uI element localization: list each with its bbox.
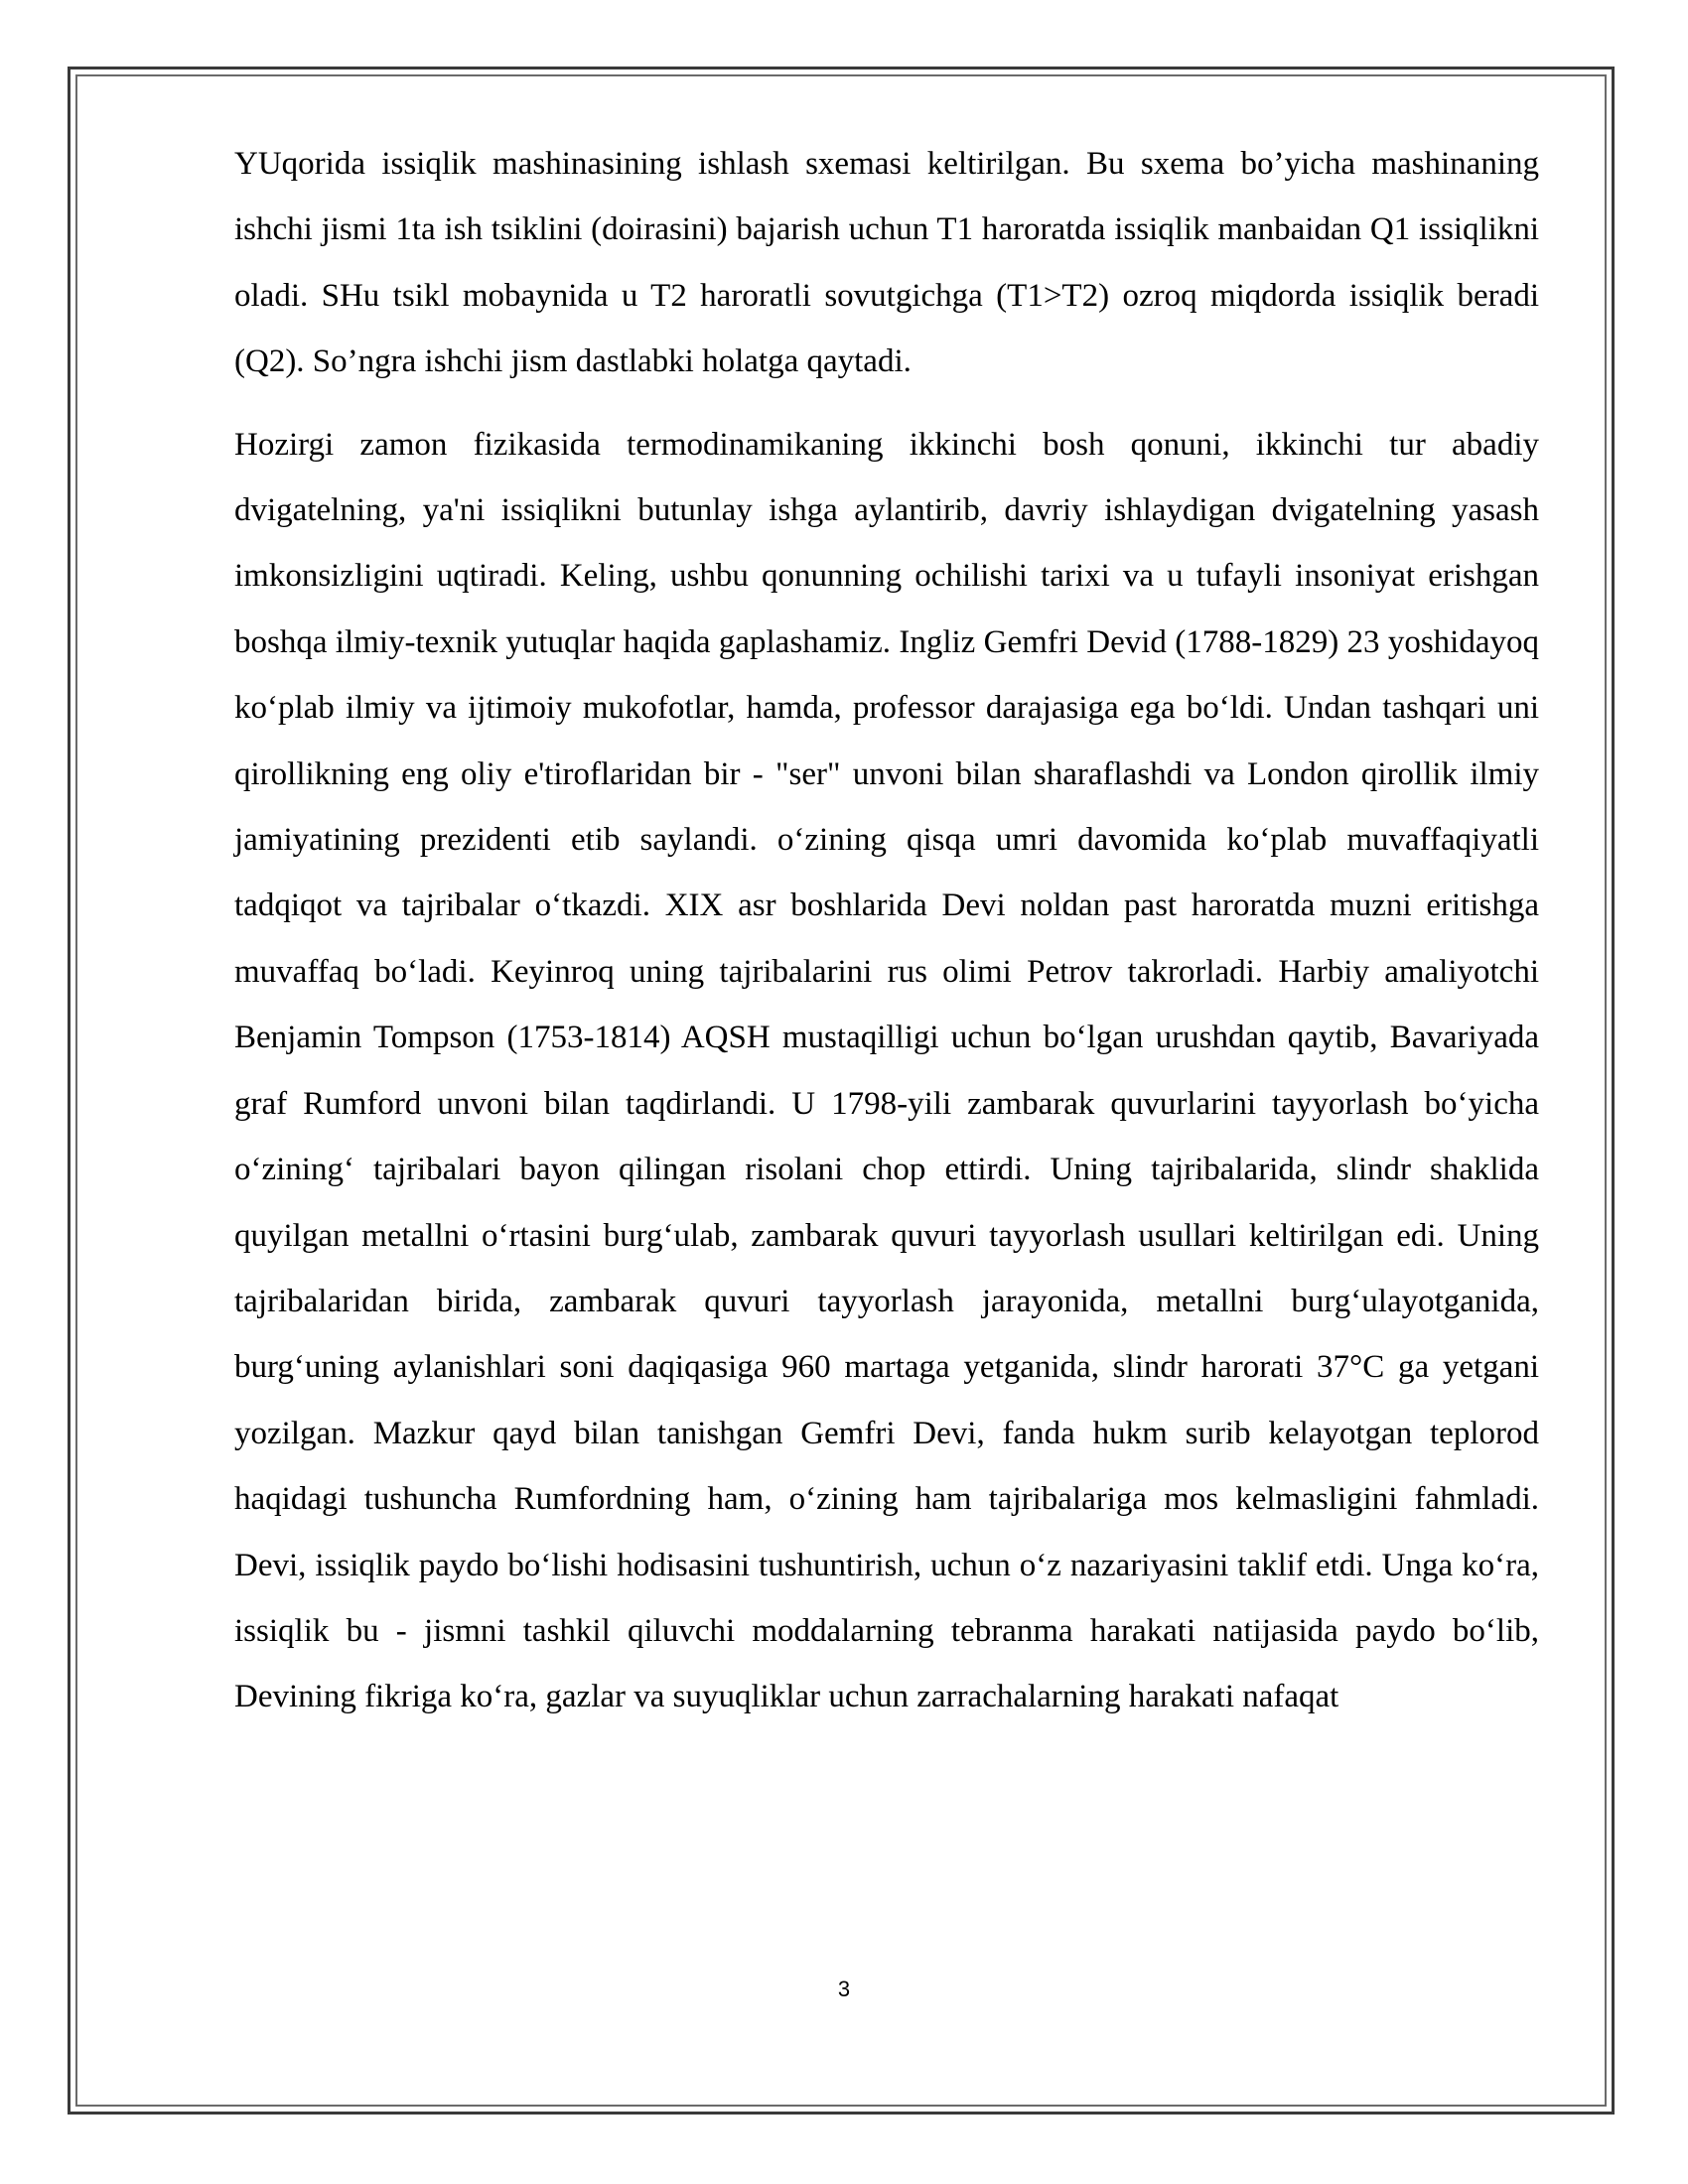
paragraph-heat-engine-scheme: YUqorida issiqlik mashinasining ishlash sxemasi keltirilgan. Bu sxema bo’yicha mashinaning ishchi jismi 1ta ish tsiklini (doirasini) bajarish uchun T1 haroratda issiqlik manbaidan Q1 issiqlikni oladi. SHu tsikl mobaynida u T2 haroratli sovutgichga (T1>T2) ozroq miqdorda issiqlik beradi (Q2). So’ngra ishchi jism dastlabki holatga qaytadi. xyxy=(234,146,1539,380)
page-number: 3 xyxy=(837,1977,851,2001)
document-body xyxy=(234,131,1539,1730)
paragraph-second-law-history: Hozirgi zamon fizikasida termodinamikaning ikkinchi bosh qonuni, ikkinchi tur abadiy dvigatelning, ya'ni issiqlikni butunlay ishga aylantirib, davriy ishlaydigan dvigatelning yasash imkonsizligini uqtiradi. Keling, ushbu qonunning ochilishi tarixi va u tufayli insoniyat erishgan boshqa ilmiy-texnik yutuqlar haqida gaplashamiz. Ingliz Gemfri Devid (1788-1829) 23 yoshidayoq ko‘plab ilmiy va ijtimoiy mukofotlar, hamda, professor darajasiga ega bo‘ldi. Undan tashqari uni qirollikning eng oliy e'tiroflaridan bir - "ser" unvoni bilan sharaflashdi va London qirollik ilmiy jamiyatining prezidenti etib saylandi. o‘zining qisqa umri davomida ko‘plab muvaffaqiyatli tadqiqot va tajribalar o‘tkazdi. XIX asr boshlarida Devi noldan past haroratda muzni eritishga muvaffaq bo‘ladi. Keyinroq uning tajribalarini rus olimi Petrov takrorladi. Harbiy amaliyotchi Benjamin Tompson (1753-1814) AQSH mustaqilligi uchun bo‘lgan urushdan qaytib, Bavariyada graf Rumford unvoni bilan taqdirlandi. U 1798-yili zambarak quvurlarini tayyorlash bo‘yicha o‘zining‘ tajribalari bayon qilingan risolani chop ettirdi. Uning tajribalarida, slindr shaklida quyilgan metallni o‘rtasini burg‘ulab, zambarak quvuri tayyorlash usullari keltirilgan edi. Uning tajribalaridan birida, zambarak quvuri tayyorlash jarayonida, metallni burg‘ulayotganida, burg‘uning aylanishlari soni daqiqasiga 960 martaga yetganida, slindr harorati 37°C ga yetgani yozilgan. Mazkur qayd bilan tanishgan Gemfri Devi, fanda hukm surib kelayotgan teplorod haqidagi tushuncha Rumfordning ham, o‘zining ham tajribalariga mos kelmasligini fahmladi. Devi, issiqlik paydo bo‘lishi hodisasini tushuntirish, uchun o‘z nazariyasini taklif etdi. Unga ko‘ra, issiqlik bu - jismni tashkil qiluvchi moddalarning tebranma harakati natijasida paydo bo‘lib, Devining fikriga ko‘ra, gazlar va suyuqliklar uchun zarrachalarning harakati nafaqat xyxy=(234,426,1539,1715)
